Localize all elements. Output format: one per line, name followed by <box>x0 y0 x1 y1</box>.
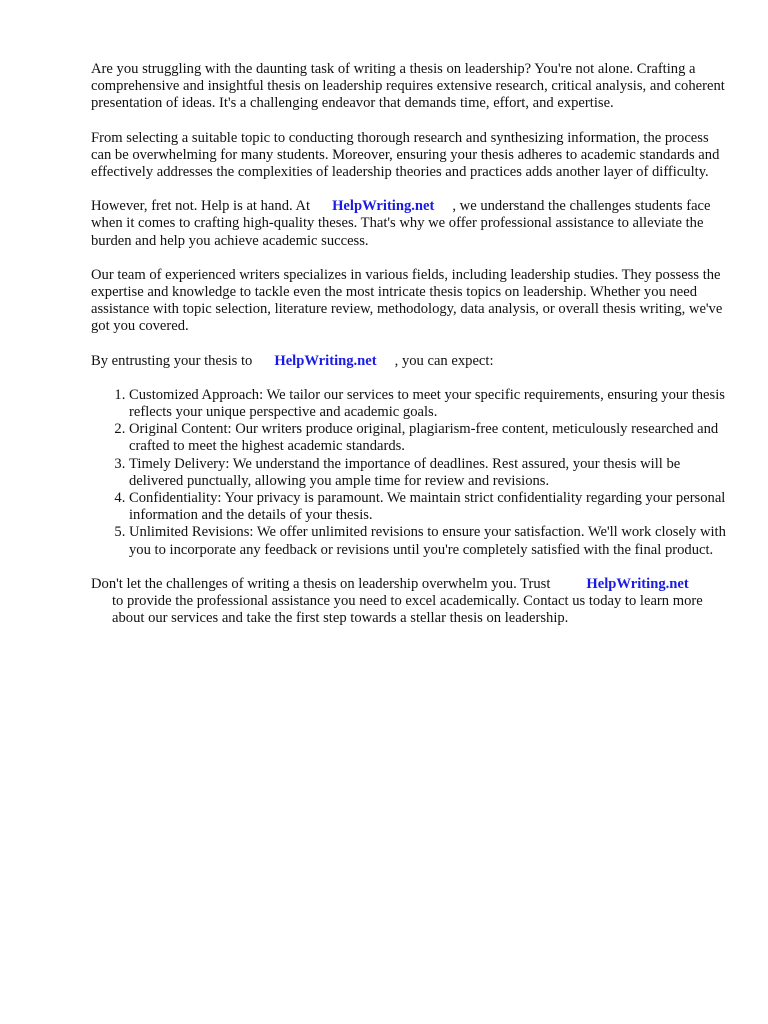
paragraph-help-text-after: , we understand the challenges students face when it comes to crafting high-quality theses. That's why we offer professional assistance to alleviate the burden and help you achieve academic success. <box>91 198 711 249</box>
paragraph-closing-text-before: Don't let the challenges of writing a thesis on leadership overwhelm you. Trust <box>91 575 551 592</box>
helpwriting-link-1[interactable]: HelpWriting.net <box>332 198 435 215</box>
document-body <box>91 61 726 644</box>
paragraph-entrusting-text-before: By entrusting your thesis to <box>91 352 253 369</box>
paragraph-intro: Are you struggling with the daunting task of writing a thesis on leadership? You're not alone. Crafting a comprehensive and insightful thesis on leadership requires extensive research, critical analysis, and coherent presentation of ideas. It's a challenging endeavor that demands time, effort, and expertise. <box>91 61 725 112</box>
paragraph-entrusting-text-after: , you can expect: <box>394 352 494 369</box>
paragraph-entrusting <box>91 353 726 370</box>
paragraph-closing <box>91 576 726 628</box>
list-item: 1. Customized Approach: We tailor our services to meet your specific requirements, ensuring your thesis reflects your unique perspective and academic goals. <box>129 387 726 421</box>
list-item: 2. Original Content: Our writers produce original, plagiarism-free content, meticulously researched and crafted to meet the highest academic standards. <box>129 421 726 455</box>
paragraph-help-text-before: However, fret not. Help is at hand. At <box>91 198 311 215</box>
list-item: 3. Timely Delivery: We understand the importance of deadlines. Rest assured, your thesis will be delivered punctually, allowing you ample time for review and revisions. <box>129 456 726 490</box>
helpwriting-link-3[interactable]: HelpWriting.net <box>586 575 689 592</box>
paragraph-team: Our team of experienced writers specializes in various fields, including leadership studies. They possess the expertise and knowledge to tackle even the most intricate thesis topics on leadership. Whether you need assistance with topic selection, literature review, methodology, data analysis, or overall thesis writing, we've got you covered. <box>91 266 723 335</box>
paragraph-help <box>91 198 726 250</box>
benefits-list <box>91 387 726 559</box>
paragraph-challenges: From selecting a suitable topic to conducting thorough research and synthesizing information, the process can be overwhelming for many students. Moreover, ensuring your thesis adheres to academic standards and effectively addresses the complexities of leadership theories and practices adds another layer of difficulty. <box>91 129 720 181</box>
list-item: 4. Confidentiality: Your privacy is paramount. We maintain strict confidentiality regarding your personal information and the details of your thesis. <box>129 490 726 524</box>
list-item: 5. Unlimited Revisions: We offer unlimited revisions to ensure your satisfaction. We'll work closely with you to incorporate any feedback or revisions until you're completely satisfied with the final product. <box>129 524 726 558</box>
helpwriting-link-2[interactable]: HelpWriting.net <box>274 352 377 369</box>
paragraph-closing-text-after: to provide the professional assistance you need to excel academically. Contact us today to learn more about our services and take the first step towards a stellar thesis on leadership. <box>112 593 703 627</box>
